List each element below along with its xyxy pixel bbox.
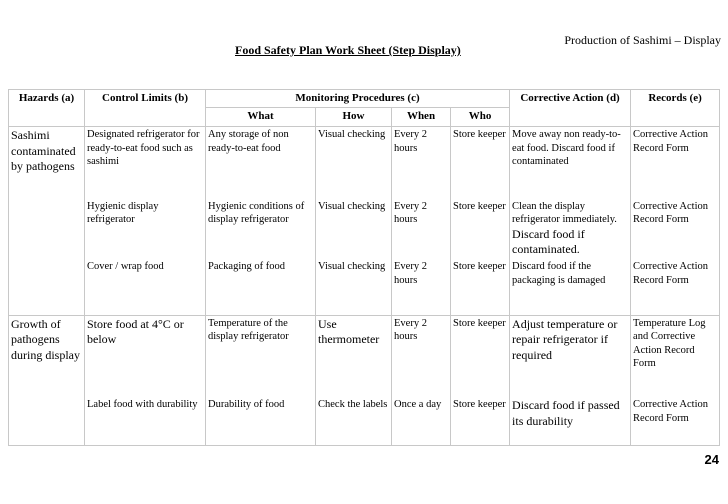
header-who: Who	[451, 108, 510, 127]
monitoring-when-cell: Every 2 hours	[392, 199, 451, 260]
control-limit-cell: Cover / wrap food	[85, 259, 206, 315]
corrective-action-text: Discard food if contaminated.	[512, 226, 585, 257]
document-subject: Production of Sashimi – Display	[564, 33, 721, 47]
monitoring-how-cell: Visual checking	[316, 199, 392, 260]
hazard-cell	[9, 259, 85, 315]
monitoring-how-cell: Visual checking	[316, 259, 392, 315]
hazard-cell: Sashimi contaminated by pathogens	[9, 127, 85, 199]
table-row	[9, 259, 720, 315]
corrective-action-cell: Move away non ready-to-eat food. Discard food if contaminated	[510, 127, 631, 199]
monitoring-who-cell: Store keeper	[451, 315, 510, 397]
control-limit-cell: Store food at 4°C or below	[85, 315, 206, 397]
corrective-action-cell: Adjust temperature or repair refrigerator if required	[510, 315, 631, 397]
header-how: How	[316, 108, 392, 127]
monitoring-what-cell: Packaging of food	[206, 259, 316, 315]
monitoring-when-cell: Every 2 hours	[392, 259, 451, 315]
monitoring-how-cell: Check the labels	[316, 397, 392, 445]
monitoring-how-cell: Visual checking	[316, 127, 392, 199]
monitoring-who-cell: Store keeper	[451, 259, 510, 315]
record-cell: Corrective Action Record Form	[631, 199, 720, 260]
header-corrective-action: Corrective Action (d)	[510, 90, 631, 127]
table-row	[9, 397, 720, 445]
table-row	[9, 127, 720, 199]
record-cell: Temperature Log and Corrective Action Record Form	[631, 315, 720, 397]
monitoring-when-cell: Every 2 hours	[392, 315, 451, 397]
monitoring-what-cell: Any storage of non ready-to-eat food	[206, 127, 316, 199]
corrective-action-cell: Discard food if passed its durability	[510, 397, 631, 445]
monitoring-how-cell: Use thermometer	[316, 315, 392, 397]
table-row	[9, 315, 720, 397]
page-number: 24	[704, 452, 719, 467]
corrective-action-text: Clean the display refrigerator immediately.	[512, 200, 617, 226]
food-safety-plan-table	[8, 89, 720, 446]
header-control-limits: Control Limits (b)	[85, 90, 206, 127]
monitoring-what-cell: Hygienic conditions of display refrigerator	[206, 199, 316, 260]
monitoring-when-cell: Once a day	[392, 397, 451, 445]
header-hazards: Hazards (a)	[9, 90, 85, 127]
header-when: When	[392, 108, 451, 127]
corrective-action-cell	[510, 199, 631, 260]
header-records: Records (e)	[631, 90, 720, 127]
monitoring-what-cell: Durability of food	[206, 397, 316, 445]
monitoring-who-cell: Store keeper	[451, 199, 510, 260]
corrective-action-cell: Discard food if the packaging is damaged	[510, 259, 631, 315]
record-cell: Corrective Action Record Form	[631, 259, 720, 315]
hazard-cell	[9, 397, 85, 445]
control-limit-cell: Designated refrigerator for ready-to-eat food such as sashimi	[85, 127, 206, 199]
monitoring-when-cell: Every 2 hours	[392, 127, 451, 199]
hazard-cell: Growth of pathogens during display	[9, 315, 85, 397]
table-row	[9, 199, 720, 260]
monitoring-what-cell: Temperature of the display refrigerator	[206, 315, 316, 397]
control-limit-cell: Hygienic display refrigerator	[85, 199, 206, 260]
monitoring-who-cell: Store keeper	[451, 127, 510, 199]
control-limit-cell: Label food with durability	[85, 397, 206, 445]
hazard-cell	[9, 199, 85, 260]
header-monitoring: Monitoring Procedures (c)	[206, 90, 510, 108]
page-title: Food Safety Plan Work Sheet (Step Display)	[235, 43, 461, 57]
record-cell: Corrective Action Record Form	[631, 127, 720, 199]
header-what: What	[206, 108, 316, 127]
record-cell: Corrective Action Record Form	[631, 397, 720, 445]
monitoring-who-cell: Store keeper	[451, 397, 510, 445]
